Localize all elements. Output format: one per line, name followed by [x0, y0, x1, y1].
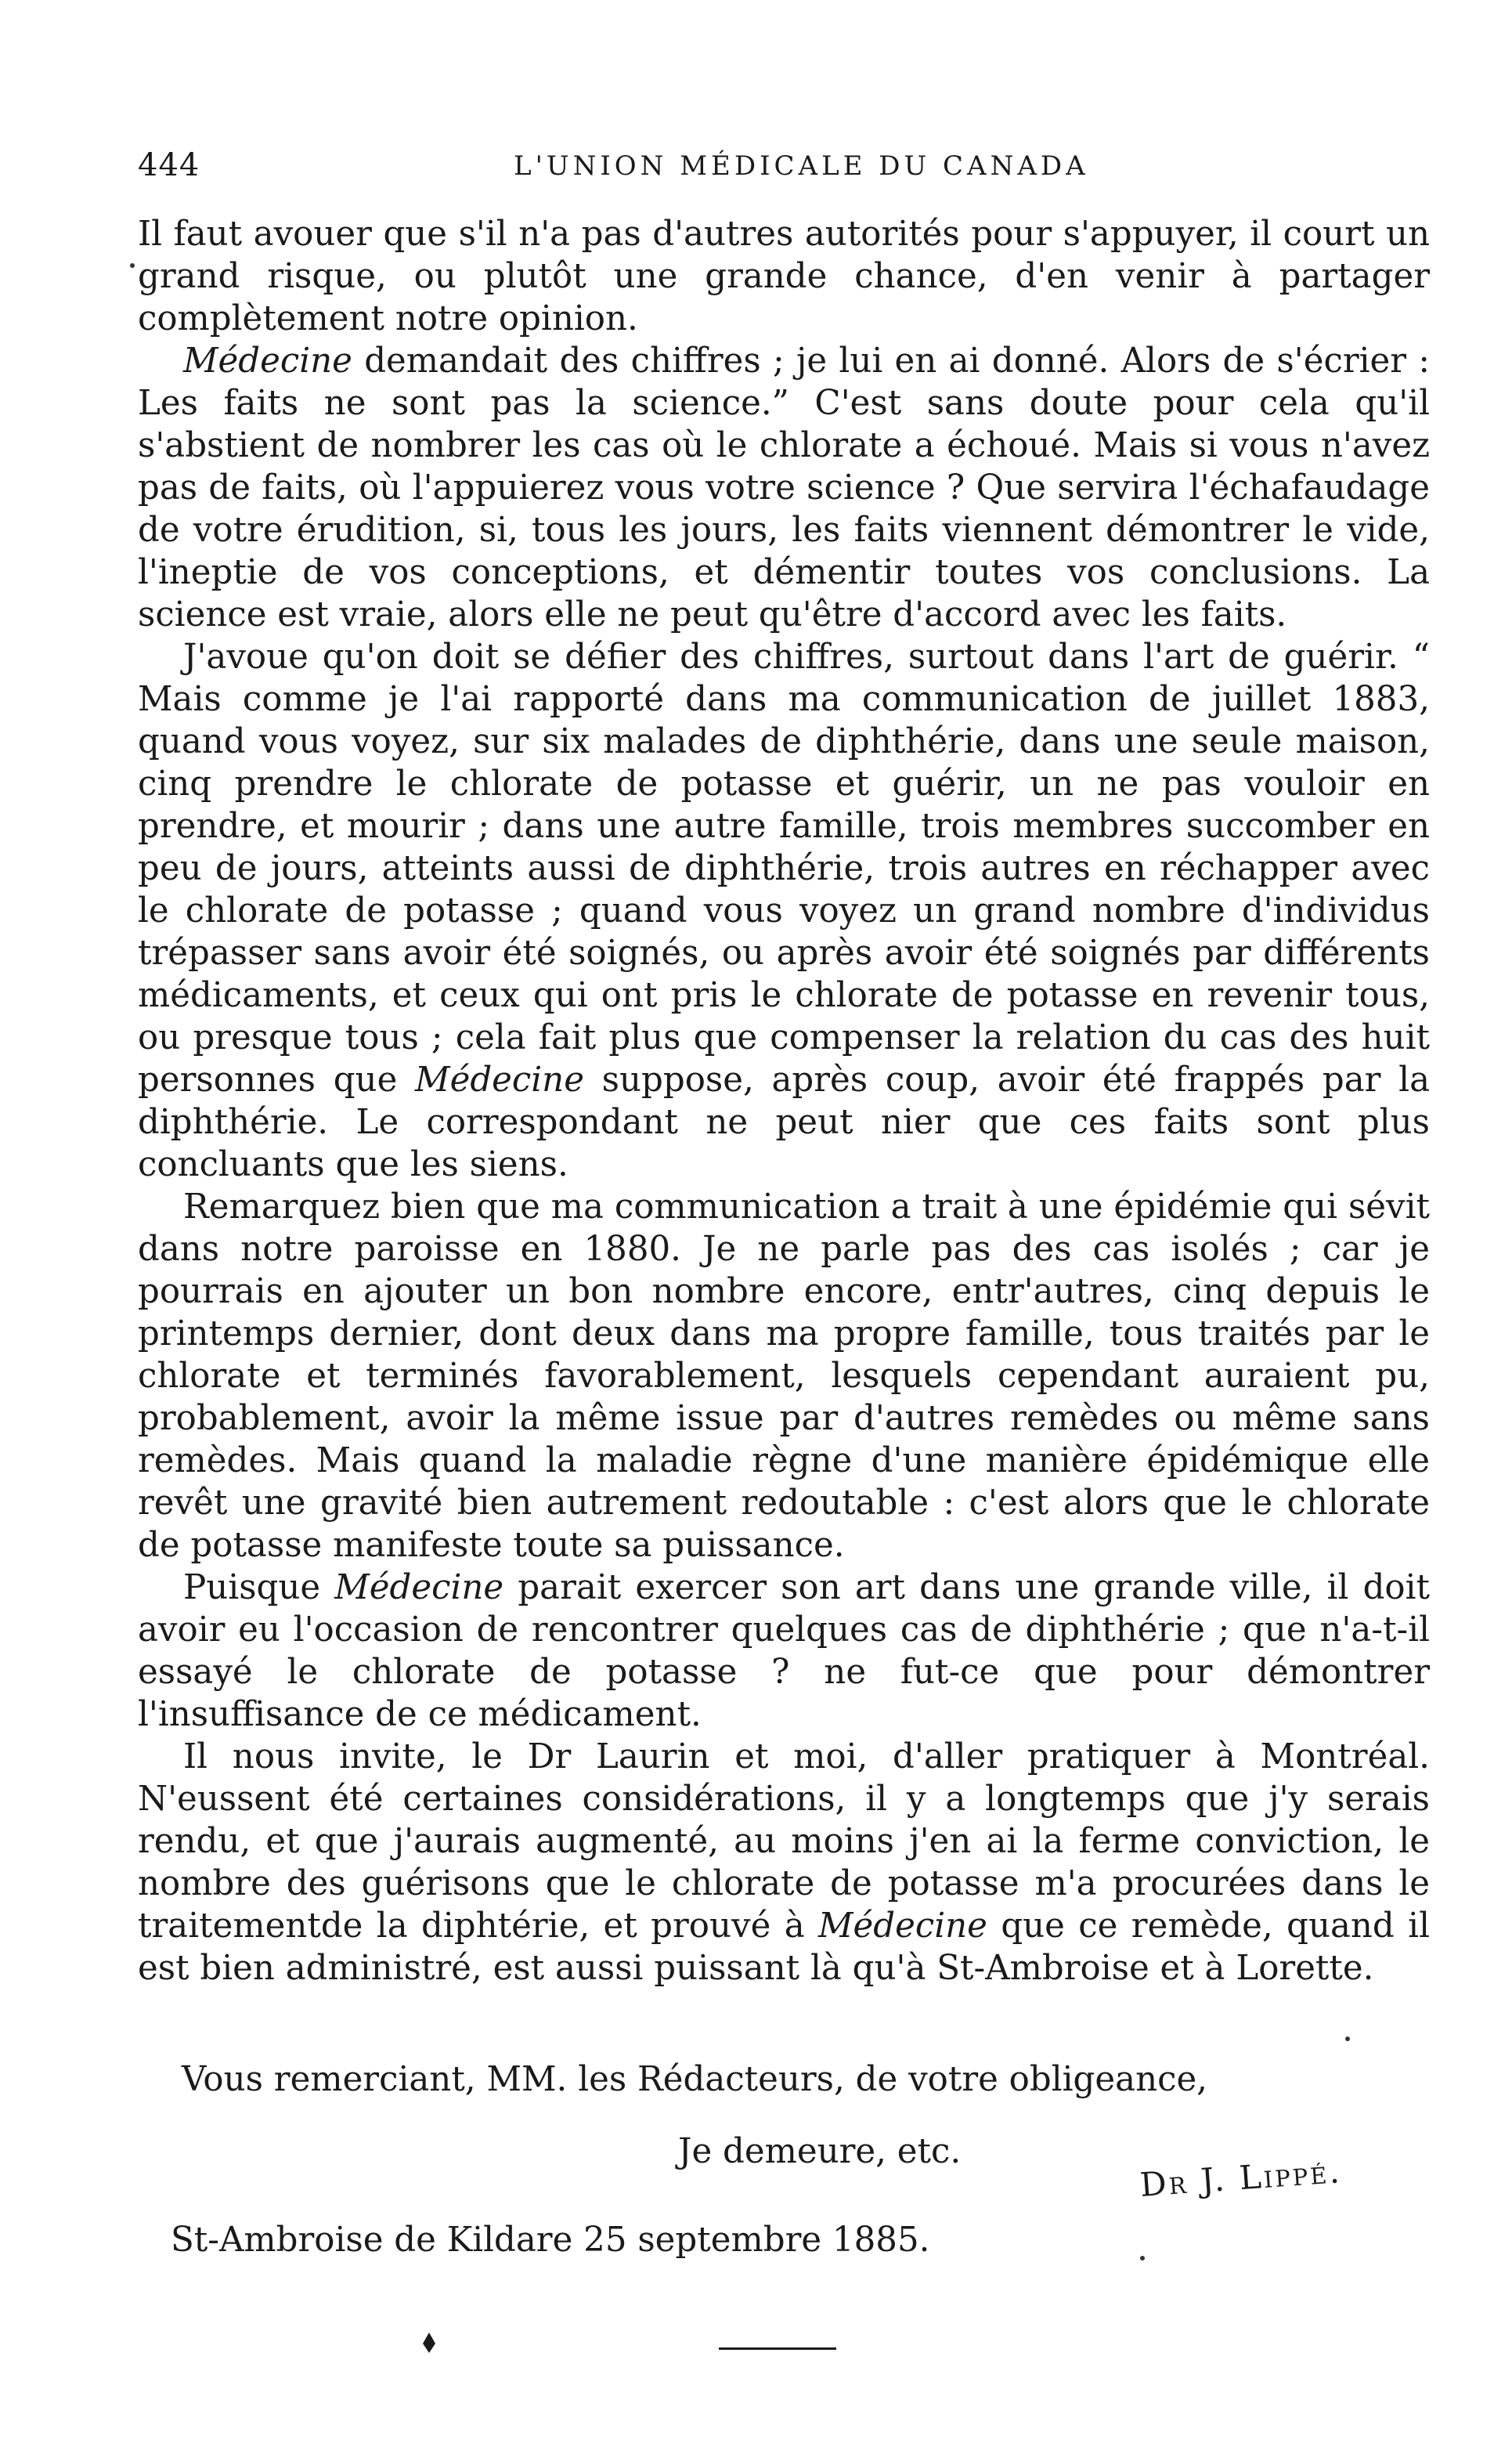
page-number: 444: [138, 147, 200, 183]
running-head: [138, 147, 1434, 194]
paragraph: [138, 1567, 1430, 1736]
italic-text: Médecine: [183, 342, 352, 381]
paragraph-text: J'avoue qu'on doit se défier des chiffres, surtout dans l'art de guérir. “ Mais comme je l'ai rapporté dans ma communication de juillet 1883, quand vous voyez, sur six malades de diphthérie, dans une seule maison, cinq prendre le chlorate de potasse et guérir, un ne pas vouloir en prendre, et mourir ; dans une autre famille, trois membres succomber en peu de jours, atteints aussi de diphthérie, trois autres en réchapper avec le chlorate de potasse ; quand vous voyez un grand nombre d'individus trépasser sans avoir été soignés, ou après avoir été soignés par différents médicaments, et ceux qui ont pris le chlorate de potasse en revenir tous, ou presque tous ; cela fait plus que compenser la relation du cas des huit personnes que: [138, 638, 1430, 1100]
paragraph: [138, 1186, 1430, 1567]
paragraph-text: Puisque: [183, 1568, 335, 1607]
closing-thanks: Vous remerciant, MM. les Rédacteurs, de votre obligeance,: [182, 2060, 1208, 2099]
ink-mark-icon: [423, 2333, 435, 2353]
ink-dot-icon: [1345, 2036, 1350, 2041]
paragraph-text: parait exercer son art dans une grande ville, il doit avoir eu l'occasion de rencontrer quelques cas de diphthérie ; que n'a-t-il essayé le chlorate de potasse ? ne fut-ce que pour démontrer l'insuffisance de ce médicament.: [138, 1568, 1431, 1734]
italic-text: Médecine: [818, 1906, 987, 1946]
paragraph: [138, 636, 1430, 1186]
paragraph-text: Remarquez bien que ma communication a trait à une épidémie qui sévit dans notre paroisse en 1880. Je ne parle pas des cas isolés ; car je pourrais en ajouter un bon nombre encore, entr'autres, cinq depuis le printemps dernier, dont deux dans ma propre famille, tous traités par le chlorate et terminés favorablement, lesquels cependant auraient pu, probablement, avoir la même issue par d'autres remèdes ou même sans remèdes. Mais quand la maladie règne d'une manière épidémique elle revêt une gravité bien autrement redoutable : c'est alors que le chlorate de potasse manifeste toute sa puissance.: [138, 1187, 1430, 1565]
ink-dot-icon: [1140, 2256, 1145, 2260]
journal-title: L'UNION MÉDICALE DU CANADA: [514, 150, 1089, 182]
ink-dot-icon: [130, 263, 135, 268]
paragraph-text: suppose, après coup, avoir été frappés par la diphthérie. Le correspondant ne peut nier que ces faits sont plus concluants que les siens.: [138, 1061, 1430, 1184]
author-signature: Dr J. Lippé.: [1139, 2152, 1344, 2204]
article-body: [138, 213, 1430, 1989]
italic-text: Médecine: [415, 1061, 584, 1100]
closing-demeure: Je demeure, etc.: [678, 2132, 962, 2171]
italic-text: Médecine: [334, 1568, 504, 1607]
paragraph: [138, 340, 1430, 636]
paragraph: [138, 1736, 1430, 1989]
paragraph-text: que ce remède, quand il est bien administré, est aussi puissant là qu'à St-Ambroise et à Lorette.: [138, 1906, 1430, 1988]
paragraph: [138, 213, 1430, 340]
paragraph-text: demandait des chiffres ; je lui en ai donné. Alors de s'écrier : Les faits ne sont pas la science.” C'est sans doute pour cela qu'il s'abstient de nombrer les cas où le chlorate a échoué. Mais si vous n'avez pas de faits, où l'appuierez vous votre science ? Que servira l'échafaudage de votre érudition, si, tous les jours, les faits viennent démontrer le vide, l'ineptie de vos conceptions, et démentir toutes vos conclusions. La science est vraie, alors elle ne peut qu'être d'accord avec les faits.: [138, 342, 1430, 634]
separator-rule: [719, 2347, 836, 2350]
paragraph-text: Il faut avouer que s'il n'a pas d'autres autorités pour s'appuyer, il court un grand risque, ou plutôt une grande chance, d'en venir à partager complètement notre opinion.: [138, 215, 1430, 338]
dateline: St-Ambroise de Kildare 25 septembre 1885.: [171, 2221, 930, 2260]
paragraph-text: Il nous invite, le Dr Laurin et moi, d'aller pratiquer à Montréal. N'eussent été certaines considérations, il y a longtemps que j'y serais rendu, et que j'aurais augmenté, au moins j'en ai la ferme conviction, le nombre des guérisons que le chlorate de potasse m'a procurées dans le traitementde la diphtérie, et prouvé à: [138, 1737, 1430, 1946]
